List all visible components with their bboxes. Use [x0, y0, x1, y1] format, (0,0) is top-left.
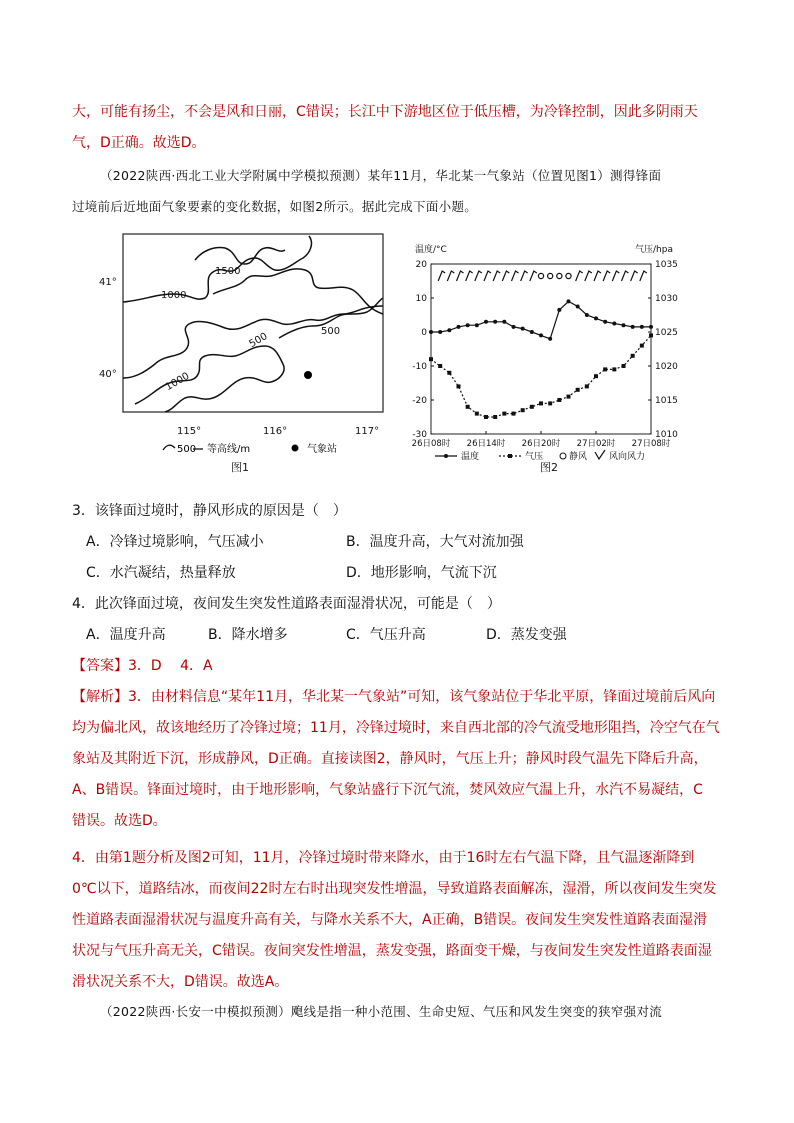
analysis-line: 状况与气压升高无关，C错误。夜间突发性增温，蒸发变强，路面变干燥，与夜间发生突发性道路表面湿 — [72, 943, 712, 959]
pressure-point — [457, 384, 461, 388]
temperature-point — [567, 299, 571, 303]
analysis-line: 象站及其附近下沉，形成静风，D正确。直接读图2，静风时，气压上升；静风时段气温先下降后升高， — [72, 751, 708, 767]
left-tick-label: 0 — [421, 328, 427, 338]
pressure-point — [512, 412, 516, 416]
answer-text: 3．D 4．A — [128, 658, 213, 674]
q3-stem: 3．该锋面过境时，静风形成的原因是（ ） — [72, 503, 347, 519]
wind-barb-symbol — [512, 271, 519, 281]
lon-label: 115° — [177, 426, 202, 437]
contour-label: 1500 — [215, 266, 241, 277]
wind-barb-symbol — [530, 271, 537, 281]
lon-label: 116° — [263, 426, 288, 437]
temperature-point — [585, 313, 589, 317]
pressure-point — [557, 398, 561, 402]
pressure-point — [539, 401, 543, 405]
q4-option-b: B．降水增多 — [208, 627, 288, 643]
right-tick-label: 1030 — [655, 294, 678, 304]
temperature-point — [438, 330, 442, 334]
pressure-point — [466, 405, 470, 409]
left-tick-label: -10 — [412, 362, 427, 372]
temperature-point — [466, 323, 470, 327]
figure2-caption: 图2 — [540, 461, 558, 474]
x-tick-label: 26日08时 — [411, 439, 451, 449]
temperature-point — [612, 322, 616, 326]
analysis-label: 【解析】 — [72, 689, 128, 705]
x-tick-label: 27日02时 — [576, 439, 616, 449]
pressure-point — [576, 388, 580, 392]
pressure-point — [521, 408, 525, 412]
pressure-point — [447, 371, 451, 375]
q4-stem: 4．此次锋面过境，夜间发生突发性道路表面湿滑状况，可能是（ ） — [72, 596, 501, 612]
legend-contour-text: 等高线/m — [207, 444, 251, 455]
pressure-point — [603, 367, 607, 371]
right-tick-label: 1015 — [655, 396, 678, 406]
pressure-point — [622, 364, 626, 368]
wind-barb-symbol — [502, 271, 509, 281]
intro-line-1: （2022陕西·西北工业大学附属中学模拟预测）某年11月，华北某一气象站（位置见图1）测得锋面 — [100, 168, 662, 183]
weather-station-marker — [304, 371, 312, 379]
temperature-point — [640, 325, 644, 329]
legend-station-icon — [292, 445, 299, 452]
figure1-caption: 图1 — [231, 461, 249, 474]
analysis-text: 3．由材料信息“某年11月，华北某一气象站”可知，该气象站位于华北平原，锋面过境前后风向 — [128, 689, 716, 705]
lat-label: 40° — [99, 369, 117, 380]
analysis-line: 4．由第1题分析及图2可知，11月，冷锋过境时带来降水，由于16时左右气温下降，且气温逐渐降到 — [72, 850, 695, 866]
contour-label: 500 — [321, 326, 341, 337]
q3-option-c: C．水汽凝结，热量释放 — [86, 565, 236, 581]
temperature-point — [576, 305, 580, 309]
wind-barb-symbol — [640, 271, 647, 281]
intro-line-2: 过境前后近地面气象要素的变化数据，如图2所示。据此完成下面小题。 — [72, 199, 478, 214]
wind-barb-symbol — [457, 271, 464, 281]
figure1-contour-map — [95, 228, 395, 468]
temperature-point — [622, 323, 626, 327]
wind-calm-symbol — [548, 273, 553, 278]
temperature-point — [429, 330, 433, 334]
left-tick-label: 10 — [415, 294, 427, 304]
wind-calm-symbol — [566, 273, 571, 278]
wind-barb-symbol — [438, 271, 445, 281]
q3-option-a: A．冷锋过境影响，气压减小 — [86, 534, 264, 550]
contour-label: 1000 — [163, 370, 192, 394]
wind-barb-symbol — [521, 271, 528, 281]
temperature-point — [594, 316, 598, 320]
wind-barb-symbol — [493, 271, 500, 281]
wind-barb-symbol — [612, 271, 619, 281]
wind-barb-symbol — [585, 271, 592, 281]
right-axis-title: 气压/hpa — [635, 245, 673, 255]
wind-barb-symbol — [484, 271, 491, 281]
wind-calm-symbol — [538, 273, 543, 278]
temperature-point — [521, 327, 525, 331]
legend-calm: 静风 — [569, 452, 588, 462]
right-tick-label: 1010 — [655, 430, 678, 440]
analysis-line: 滑状况关系不大，D错误。故选A。 — [72, 974, 289, 990]
analysis-line: 均为偏北风，故该地经历了冷锋过境；11月，冷锋过境时，来自西北部的冷气流受地形阻挡，冷空气在气 — [72, 720, 720, 736]
contour-label: 500 — [247, 330, 270, 351]
temperature-point — [475, 323, 479, 327]
contour-line — [135, 346, 284, 412]
right-tick-label: 1020 — [655, 362, 678, 372]
pressure-point — [438, 364, 442, 368]
wind-barb-symbol — [603, 271, 610, 281]
legend-contour-value: 500 — [177, 444, 197, 455]
contour-line — [195, 248, 285, 265]
contour-label: 1000 — [161, 290, 187, 301]
left-tick-label: -20 — [412, 396, 427, 406]
lat-label: 41° — [99, 277, 117, 288]
q4-option-a: A．温度升高 — [86, 627, 166, 643]
legend-pressure: 气压 — [525, 452, 544, 462]
lon-label: 117° — [355, 426, 380, 437]
pressure-point — [640, 344, 644, 348]
temperature-point — [484, 320, 488, 324]
wind-barb-symbol — [447, 271, 454, 281]
pressure-point — [585, 384, 589, 388]
legend-wind: 风向风力 — [609, 452, 646, 462]
pressure-point — [649, 333, 653, 337]
answer-label: 【答案】 — [72, 658, 128, 674]
analysis-line: A、B错误。锋面过境时，由于地形影响，气象站盛行下沉气流，焚风效应气温上升，水汽不易凝结，C — [72, 782, 703, 798]
analysis-line-1 — [72, 686, 715, 706]
temperature-point — [548, 337, 552, 341]
wind-barb-symbol — [475, 271, 482, 281]
right-tick-label: 1025 — [655, 328, 678, 338]
figure2-chart — [395, 238, 710, 470]
temperature-point — [557, 308, 561, 312]
wind-calm-symbol — [557, 273, 562, 278]
next-intro: （2022陕西·长安一中模拟预测）飑线是指一种小范围、生命史短、气压和风发生突变的狭窄强对流 — [100, 1004, 663, 1019]
analysis-line: 性道路表面湿滑状况与温度升高有关，与降水关系不大，A正确，B错误。夜间发生突发性道路表面湿滑 — [72, 912, 708, 928]
pressure-point — [502, 412, 506, 416]
analysis-line: 错误。故选D。 — [72, 813, 167, 829]
pressure-point — [493, 415, 497, 419]
temperature-point — [447, 328, 451, 332]
wind-barb-symbol — [576, 271, 583, 281]
q3-option-d: D．地形影响，气流下沉 — [346, 565, 497, 581]
temperature-point — [457, 325, 461, 329]
x-tick-label: 27日08时 — [631, 439, 671, 449]
q4-option-d: D．蒸发变强 — [486, 627, 567, 643]
right-tick-label: 1035 — [655, 260, 678, 270]
q4-option-c: C．气压升高 — [346, 627, 426, 643]
prev-analysis-line-2: 气，D正确。故选D。 — [72, 135, 206, 151]
wind-barb-symbol — [594, 271, 601, 281]
x-tick-label: 26日14时 — [466, 439, 506, 449]
legend-station-text: 气象站 — [307, 444, 337, 455]
left-tick-label: 20 — [415, 260, 427, 270]
temperature-line — [431, 301, 651, 338]
temperature-point — [502, 320, 506, 324]
pressure-point — [612, 367, 616, 371]
wind-barb-symbol — [466, 271, 473, 281]
pressure-point — [594, 374, 598, 378]
pressure-point — [530, 405, 534, 409]
pressure-point — [429, 357, 433, 361]
temperature-point — [603, 320, 607, 324]
prev-analysis-line-1: 大，可能有扬尘，不会是风和日丽，C错误；长江中下游地区位于低压槽，为冷锋控制，因此多阴雨天 — [72, 104, 698, 120]
temperature-point — [631, 325, 635, 329]
temperature-point — [539, 333, 543, 337]
temperature-point — [530, 330, 534, 334]
temperature-point — [649, 325, 653, 329]
x-tick-label: 26日20时 — [521, 439, 561, 449]
pressure-point — [484, 415, 488, 419]
temperature-point — [512, 325, 516, 329]
pressure-point — [631, 354, 635, 358]
left-axis-title: 温度/°C — [415, 245, 447, 255]
wind-barb-symbol — [622, 271, 629, 281]
plot-frame — [431, 264, 651, 434]
legend-temp: 温度 — [461, 452, 480, 462]
wind-barb-symbol — [631, 271, 638, 281]
analysis-line: 0℃以下，道路结冰，而夜间22时左右时出现突发性增温，导致道路表面解冻，湿滑，所以夜间发生突发 — [72, 881, 717, 897]
pressure-point — [548, 401, 552, 405]
q3-option-b: B．温度升高，大气对流加强 — [346, 534, 524, 550]
temperature-point — [493, 320, 497, 324]
left-tick-label: -30 — [412, 430, 427, 440]
answer-line — [72, 655, 213, 675]
pressure-point — [475, 412, 479, 416]
legend-contour-icon — [163, 445, 175, 450]
pressure-point — [567, 395, 571, 399]
